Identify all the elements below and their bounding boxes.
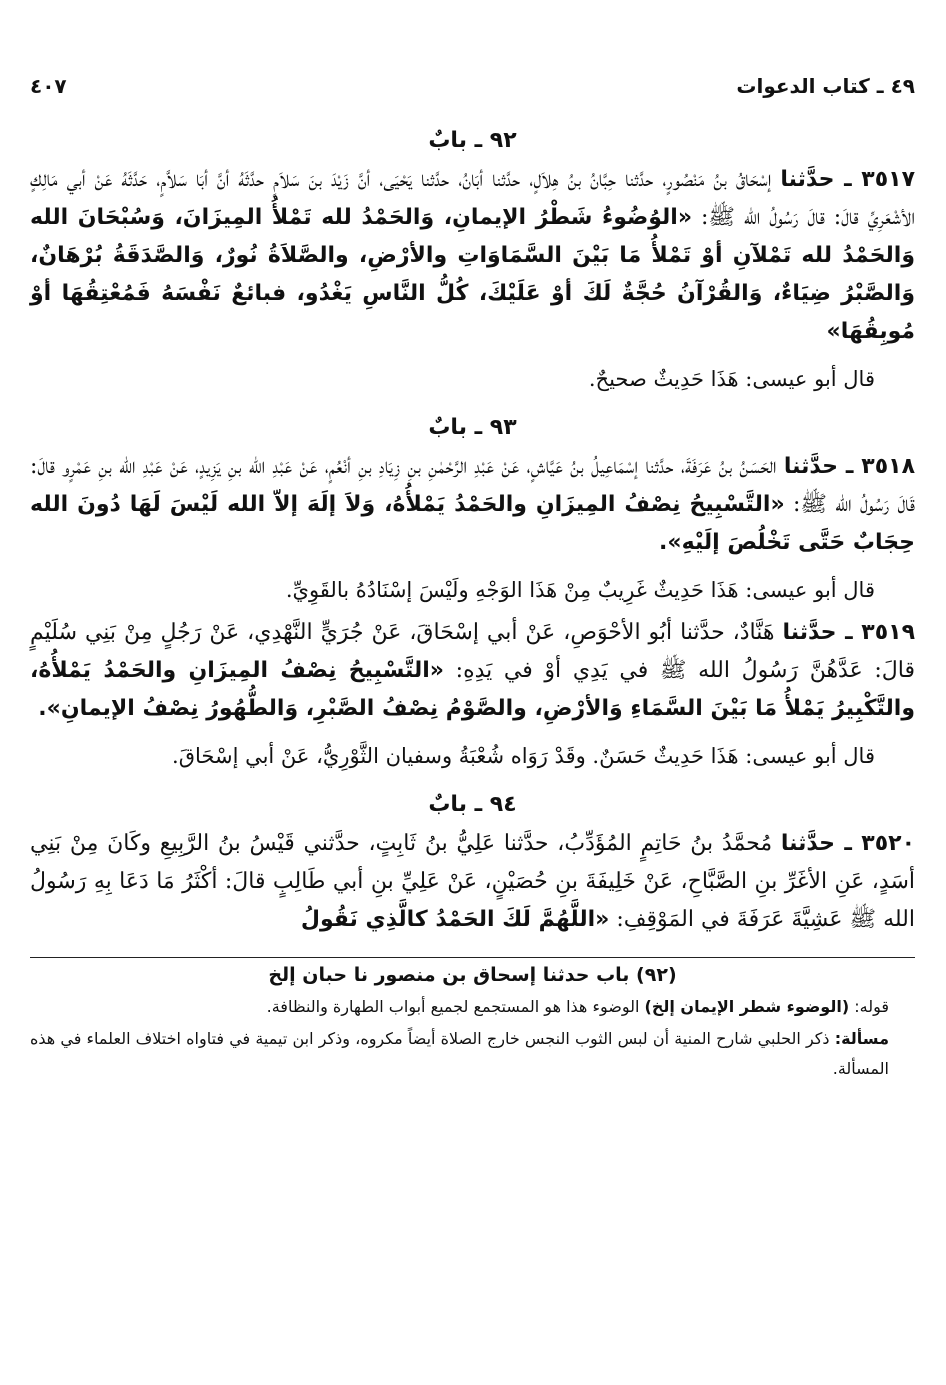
footnote-body: الوضوء هذا هو المستجمع لجميع أبواب الطهارة والنظافة.: [266, 997, 640, 1016]
hadith-number: ٣٥٢٠ ـ حدَّثنا: [780, 831, 915, 856]
hadith-3517: [30, 161, 915, 351]
hadith-3519: [30, 614, 915, 728]
hadith-matn: «التَّسْبِيحُ نِصْفُ المِيزَانِ والحَمْدُ يَمْلأُهُ، والتَّكْبِيرُ يَمْلأُ مَا بَيْنَ السَّمَاءِ وَالأرْضِ، والصَّوْمُ نِصْفُ الصَّبْرِ، وَالطُّهُورُ نِصْفُ الإيمانِ».: [30, 658, 915, 721]
bab-93-heading: ٩٣ ـ بابٌ: [428, 415, 517, 440]
bab-92-heading: ٩٢ ـ بابٌ: [428, 128, 517, 153]
hadith-number: ٣٥١٩ ـ حدَّثنا: [782, 620, 916, 645]
footnote-divider: [30, 957, 915, 958]
page: [30, 70, 915, 1086]
hadith-3518: [30, 448, 915, 562]
footnote-1: [30, 992, 915, 1022]
hadith-matn: «التَّسْبِيحُ نِصْفُ المِيزَانِ والحَمْدُ يَمْلأُهُ، وَلاَ إلَهَ إلاّ الله لَيْسَ لَهَا دُونَ الله حِجَابٌ حَتَّى تَخْلُصَ إلَيْهِ».: [30, 492, 915, 555]
hadith-isnad: إسْحَاقُ بنُ مَنْصُورٍ، حدَّثنا حِبَّانُ بنُ هِلاَلٍ، حدَّثنا أبَانُ، حدَّثنا يَحْيَى، أنَّ زَيْدَ بنَ سَلاَمٍ حدَّثَهُ أنَّ أبَا سَلاَّمٍ، حَدَّثَهُ عَنْ أبي مَالِكٍ الأشْعَرِيِّ قالَ: قالَ رَسُولُ الله ﷺ:: [30, 167, 916, 230]
running-header: [30, 70, 915, 110]
hadith-isnad: مُحمَّدُ بنُ حَاتِمٍ المُؤَدِّبُ، حدَّثنا عَلِيُّ بنُ ثَابِتٍ، حدَّثني قَيْسُ بنُ الرَّبِيعِ وكَانَ مِنْ بَنِي أسَدٍ، عَنِ الأغَرِّ بنِ الصَّبَّاحِ، عَنْ خَلِيفَةَ بنِ حُصَيْنٍ، عَنْ عَلِيِّ بنِ أبي طَالِبٍ قالَ: أكْثَرُ مَا دَعَا بِهِ رَسُولُ الله ﷺ عَشِيَّةَ عَرَفَةَ في المَوْقِفِ:: [30, 831, 915, 932]
footnote-quoted: (الوضوء شطر الإيمان إلخ): [644, 997, 850, 1016]
footnote-lead: قوله:: [854, 997, 889, 1016]
hadith-number: ٣٥١٨ ـ حدَّثنا: [783, 454, 916, 479]
chapter-title: ٤٩ ـ كتاب الدعوات: [736, 74, 915, 98]
hadith-matn: «الوُضُوءُ شَطْرُ الإيمانِ، وَالحَمْدُ لله تَمْلأُ المِيزَانَ، وَسُبْحَانَ الله وَالحَمْدُ لله تَمْلآنِ أوْ تَمْلأُ مَا بَيْنَ السَّمَاوَاتِ والأرْضِ، والصَّلاَةُ نُورٌ، وَالصَّدَقَةُ بُرْهَانٌ، وَالصَّبْرُ ضِيَاءٌ، وَالقُرْآنُ حُجَّةٌ لَكَ أوْ عَلَيْكَ، كُلُّ النَّاسِ يَغْدُو، فبائعٌ نَفْسَهُ فَمُعْتِقُهَا أوْ مُوبِقُهَا»: [30, 205, 915, 344]
hadith-isnad: الحَسَنُ بنُ عَرَفَةَ، حدَّثنا إسْمَاعِيلُ بنُ عَيَّاشٍ، عَنْ عَبْدِ الرَّحْمٰنِ بنِ زِيَادِ بنِ أنْعُمٍ، عَنْ عَبْدِ الله بنِ يَزِيدٍ، عَنْ عَبْدِ الله بنِ عَمْرٍو قالَ: قَالَ رَسُولُ الله ﷺ:: [30, 454, 915, 517]
hadith-isnad: هَنَّادٌ، حدَّثنا أبُو الأحْوَصِ، عَنْ أبي إسْحَاقَ، عَنْ جُرَيٍّ النَّهْدِي، عَنْ رَجُلٍ مِنْ بَنِي سُلَيْمٍ قالَ: عَدَّهُنَّ رَسُولُ الله ﷺ في يَدِي أوْ في يَدِهِ:: [30, 620, 915, 683]
footnote-lead: مسألة:: [834, 1029, 889, 1048]
footnote-title: (٩٢) باب حدثنا إسحاق بن منصور نا حبان إلخ: [268, 964, 677, 986]
footnote-body: ذكر الحلبي شارح المنية أن لبس الثوب النجس خارج الصلاة أيضاً مكروه، وذكر ابن تيمية في فتاواه اختلاف العلماء في هذه المسألة.: [30, 1029, 889, 1078]
hadith-3520: [30, 825, 915, 939]
hadith-number: ٣٥١٧ ـ حدَّثنا: [780, 167, 916, 192]
hadith-matn: «اللَّهُمَّ لَكَ الحَمْدُ كالَّذِي نَقُولُ: [300, 907, 610, 932]
footnote-2: [30, 1024, 915, 1084]
hadith-comment: قال أبو عيسى: هَذَا حَدِيثٌ حَسَنٌ. وقَدْ رَوَاه شُعْبَةُ وسفيان الثَّوْرِيُّ، عَنْ أبي إسْحَاقَ.: [172, 744, 875, 768]
page-number: ٤٠٧: [30, 74, 67, 98]
hadith-comment: قال أبو عيسى: هَذَا حَدِيثٌ غَرِيبٌ مِنْ هَذَا الوَجْهِ ولَيْسَ إسْنَادُهُ بالقَوِيِّ.: [285, 578, 875, 602]
hadith-comment: قال أبو عيسى: هَذَا حَدِيثٌ صحيحٌ.: [588, 367, 875, 391]
bab-94-heading: ٩٤ ـ بابٌ: [428, 792, 517, 817]
